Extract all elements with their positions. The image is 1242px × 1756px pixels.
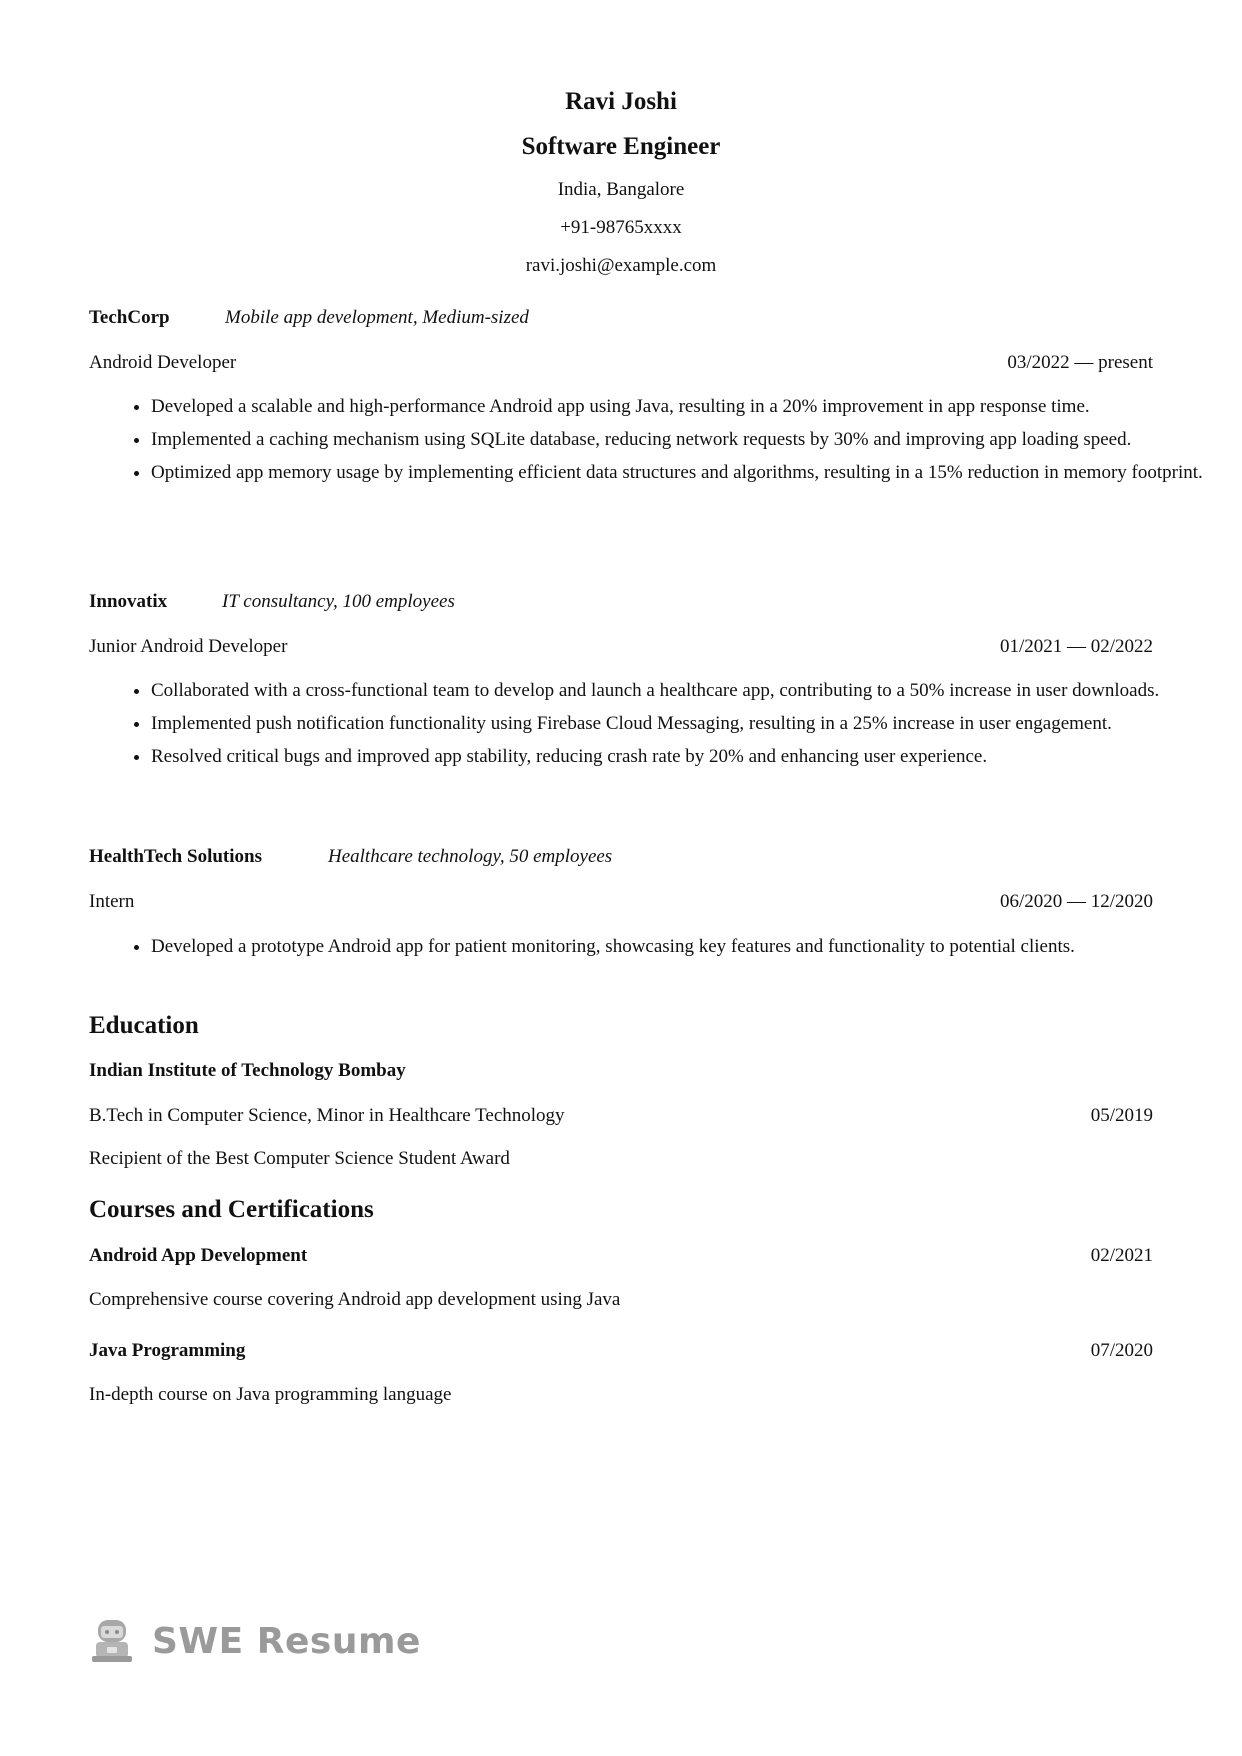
list-item: • Collaborated with a cross-functional team to develop and launch a healthcare app, contributing to a 50% increase in user downloads.: [151, 674, 1215, 707]
job-role: Android Developer: [89, 352, 237, 373]
education-note: Recipient of the Best Computer Science Student Award: [89, 1148, 510, 1169]
list-item: • Optimized app memory usage by implementing efficient data structures and algorithms, resulting in a 15% reduction in memory footprint.: [151, 456, 1215, 489]
job-role: Junior Android Developer: [89, 636, 288, 657]
job-bullets: [89, 930, 1215, 963]
list-item: • Implemented a caching mechanism using SQLite database, reducing network requests by 30% and improving app loading speed.: [151, 423, 1215, 456]
phone: +91-98765xxxx: [560, 217, 682, 238]
logo-text: SWE Resume: [152, 1620, 421, 1662]
course-date: 07/2020: [1090, 1340, 1153, 1361]
list-item: • Implemented push notification functionality using Firebase Cloud Messaging, resulting in a 25% increase in user engagement.: [151, 707, 1215, 740]
section-heading: Courses and Certifications: [89, 1196, 374, 1223]
job-dates: 01/2021 — 02/2022: [999, 636, 1153, 657]
company-name: HealthTech Solutions: [89, 846, 262, 867]
job-dates: 03/2022 — present: [1007, 352, 1153, 373]
course-date: 02/2021: [1090, 1245, 1153, 1266]
company-meta: Mobile app development, Medium-sized: [225, 307, 529, 328]
company-name: TechCorp: [89, 307, 170, 328]
section-heading: Education: [89, 1012, 199, 1039]
list-item: • Developed a prototype Android app for patient monitoring, showcasing key features and functionality to potential clients.: [151, 930, 1215, 963]
course-description: In-depth course on Java programming language: [89, 1384, 452, 1405]
swe-resume-logo: [90, 1618, 421, 1664]
job-dates: 06/2020 — 12/2020: [999, 891, 1153, 912]
company-meta: IT consultancy, 100 employees: [222, 591, 455, 612]
list-item: • Resolved critical bugs and improved app stability, reducing crash rate by 20% and enhancing user experience.: [151, 740, 1215, 773]
list-item: • Developed a scalable and high-performance Android app using Java, resulting in a 20% improvement in app response time.: [151, 390, 1215, 423]
degree: B.Tech in Computer Science, Minor in Healthcare Technology: [89, 1105, 565, 1126]
job-role: Intern: [89, 891, 135, 912]
graduation-date: 05/2019: [1090, 1105, 1153, 1126]
email: ravi.joshi@example.com: [525, 255, 717, 276]
candidate-name: Ravi Joshi: [565, 88, 677, 115]
candidate-title: Software Engineer: [521, 133, 721, 160]
course-description: Comprehensive course covering Android app development using Java: [89, 1289, 621, 1310]
developer-avatar-icon: [90, 1618, 134, 1664]
location: India, Bangalore: [557, 179, 685, 200]
school-name: Indian Institute of Technology Bombay: [89, 1060, 406, 1081]
company-name: Innovatix: [89, 591, 168, 612]
job-bullets: [89, 674, 1215, 773]
job-bullets: [89, 390, 1215, 489]
company-meta: Healthcare technology, 50 employees: [328, 846, 613, 867]
course-name: Java Programming: [89, 1340, 246, 1361]
course-name: Android App Development: [89, 1245, 308, 1266]
